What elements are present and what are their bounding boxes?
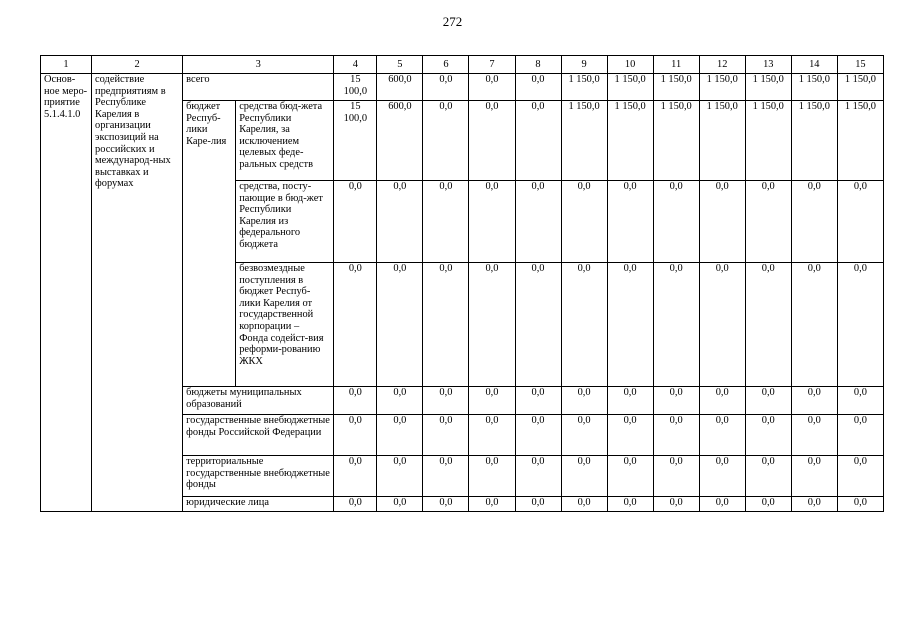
header-cell: 14 [791,56,837,74]
value-cell: 1 150,0 [607,74,653,101]
row-label: юридические лица [183,497,334,512]
value-cell: 0,0 [653,387,699,415]
value-cell: 0,0 [423,101,469,181]
value-cell: 1 150,0 [837,74,883,101]
value-cell: 0,0 [423,181,469,263]
value-cell: 0,0 [334,181,377,263]
budget-rk-label: бюджет Респуб-лики Каре-лия [183,101,236,387]
value-cell: 0,0 [561,263,607,387]
value-cell: 0,0 [334,387,377,415]
value-cell: 0,0 [607,181,653,263]
row-label: территориальные государственные внебюджетные фонды [183,456,334,497]
value-cell: 0,0 [837,456,883,497]
value-cell: 0,0 [699,181,745,263]
value-cell: 0,0 [423,263,469,387]
value-cell: 0,0 [653,456,699,497]
header-cell: 10 [607,56,653,74]
value-cell: 0,0 [699,415,745,456]
value-cell: 0,0 [334,497,377,512]
value-cell: 1 150,0 [699,101,745,181]
value-cell: 0,0 [515,263,561,387]
row-label: безвозмездные поступления в бюджет Респуб-лики Карелия от государственной корпорации – Фонда содейст-вия реформи-рованию ЖКХ [236,263,334,387]
header-cell: 5 [377,56,423,74]
value-cell: 1 150,0 [699,74,745,101]
value-cell: 0,0 [745,415,791,456]
value-cell: 0,0 [515,387,561,415]
value-cell: 0,0 [469,497,515,512]
value-cell: 1 150,0 [791,74,837,101]
value-cell: 0,0 [791,263,837,387]
value-cell: 0,0 [837,263,883,387]
value-cell: 0,0 [837,497,883,512]
value-cell: 0,0 [745,456,791,497]
value-cell: 0,0 [607,263,653,387]
header-cell: 2 [92,56,183,74]
header-cell: 15 [837,56,883,74]
page-number: 272 [442,14,463,29]
value-cell: 0,0 [515,497,561,512]
header-cell: 8 [515,56,561,74]
value-cell: 0,0 [653,263,699,387]
value-cell: 0,0 [607,497,653,512]
value-cell: 0,0 [377,181,423,263]
value-cell: 0,0 [377,263,423,387]
value-cell: 0,0 [423,497,469,512]
table-header-row [41,56,884,74]
value-cell: 0,0 [377,456,423,497]
row-label: средства бюд-жета Республики Карелия, за исключением целевых феде-ральных средств [236,101,334,181]
row-label: государственные внебюджетные фонды Российской Федерации [183,415,334,456]
value-cell: 0,0 [561,415,607,456]
value-cell: 1 150,0 [561,101,607,181]
row-label: бюджеты муниципальных образований [183,387,334,415]
header-cell: 3 [183,56,334,74]
value-cell: 0,0 [515,74,561,101]
value-cell: 1 150,0 [653,74,699,101]
value-cell: 0,0 [653,497,699,512]
value-cell: 0,0 [334,263,377,387]
value-cell: 0,0 [653,181,699,263]
value-cell: 0,0 [515,101,561,181]
value-cell: 0,0 [653,415,699,456]
value-cell: 0,0 [745,181,791,263]
value-cell: 0,0 [469,101,515,181]
header-cell: 12 [699,56,745,74]
header-cell: 11 [653,56,699,74]
value-cell: 0,0 [515,415,561,456]
measure-code: Основ-ное меро-приятие 5.1.4.1.0 [41,74,92,512]
value-cell: 0,0 [469,456,515,497]
value-cell: 0,0 [469,74,515,101]
value-cell: 1 150,0 [837,101,883,181]
header-cell: 13 [745,56,791,74]
value-cell: 0,0 [469,263,515,387]
value-cell: 0,0 [377,415,423,456]
value-cell: 0,0 [561,181,607,263]
value-cell: 0,0 [561,497,607,512]
value-cell: 0,0 [334,456,377,497]
value-cell: 1 150,0 [745,74,791,101]
value-cell: 0,0 [699,497,745,512]
value-cell: 1 150,0 [791,101,837,181]
value-cell: 0,0 [837,415,883,456]
value-cell: 0,0 [423,415,469,456]
value-cell: 0,0 [699,387,745,415]
value-cell: 1 150,0 [561,74,607,101]
header-cell: 6 [423,56,469,74]
value-cell: 0,0 [377,387,423,415]
value-cell: 0,0 [607,456,653,497]
value-cell: 1 150,0 [745,101,791,181]
measure-name: содействие предприятиям в Республике Карелия в организации экспозиций на российских и международ-ных выставках и форумах [92,74,183,512]
value-cell: 0,0 [334,415,377,456]
value-cell: 0,0 [423,456,469,497]
value-cell: 0,0 [699,456,745,497]
value-cell: 0,0 [791,181,837,263]
header-cell: 7 [469,56,515,74]
value-cell: 0,0 [745,263,791,387]
header-cell: 9 [561,56,607,74]
value-cell: 0,0 [469,387,515,415]
table-row [41,74,884,101]
value-cell: 600,0 [377,74,423,101]
value-cell: 1 150,0 [653,101,699,181]
value-cell: 0,0 [469,181,515,263]
value-cell: 0,0 [699,263,745,387]
value-cell: 0,0 [561,456,607,497]
value-cell: 0,0 [745,387,791,415]
value-cell: 0,0 [607,415,653,456]
value-cell: 0,0 [837,387,883,415]
value-cell: 0,0 [791,415,837,456]
value-cell: 0,0 [791,497,837,512]
value-cell: 0,0 [423,387,469,415]
value-cell: 0,0 [791,456,837,497]
value-cell: 0,0 [837,181,883,263]
budget-table [40,55,884,512]
value-cell: 0,0 [791,387,837,415]
header-cell: 4 [334,56,377,74]
value-cell: 0,0 [423,74,469,101]
row-label: средства, посту-пающие в бюд-жет Республики Карелия из федерального бюджета [236,181,334,263]
value-cell: 0,0 [607,387,653,415]
value-cell: 15 100,0 [334,101,377,181]
row-label: всего [183,74,334,101]
value-cell: 0,0 [515,456,561,497]
value-cell: 15 100,0 [334,74,377,101]
value-cell: 600,0 [377,101,423,181]
header-cell: 1 [41,56,92,74]
value-cell: 0,0 [515,181,561,263]
value-cell: 0,0 [469,415,515,456]
value-cell: 1 150,0 [607,101,653,181]
value-cell: 0,0 [745,497,791,512]
value-cell: 0,0 [377,497,423,512]
value-cell: 0,0 [561,387,607,415]
